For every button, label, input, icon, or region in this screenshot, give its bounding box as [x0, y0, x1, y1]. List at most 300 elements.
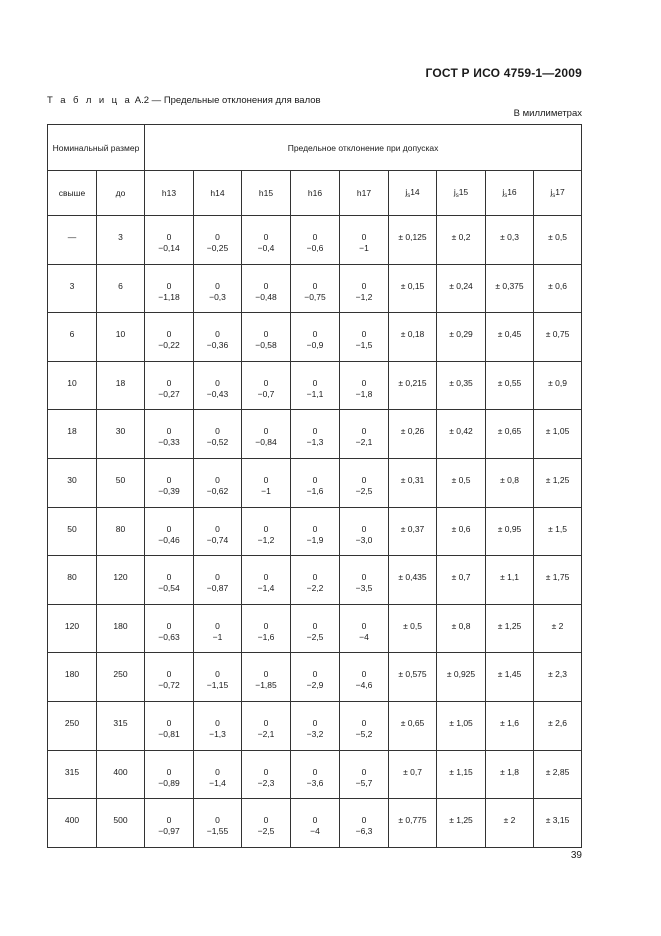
- cell-js-deviation: ± 1,25: [486, 604, 534, 653]
- lower-deviation: −3,2: [306, 728, 324, 739]
- cell-h-deviation: [291, 458, 340, 507]
- lower-deviation: −2,5: [306, 631, 324, 642]
- cell-to: 3: [97, 216, 145, 265]
- lower-deviation: −0,89: [158, 777, 180, 788]
- lower-deviation: −1: [212, 631, 223, 642]
- table-caption-text: А.2 — Предельные отклонения для валов: [132, 95, 321, 106]
- table-row: [48, 604, 582, 653]
- cell-over: 120: [48, 604, 97, 653]
- upper-deviation: 0: [263, 815, 269, 826]
- lower-deviation: −0,54: [158, 583, 180, 594]
- cell-js-deviation: ± 0,9: [534, 361, 582, 410]
- upper-deviation: 0: [215, 620, 220, 631]
- cell-h-deviation: [242, 556, 291, 605]
- upper-deviation: 0: [312, 474, 318, 485]
- lower-deviation: −0,74: [206, 534, 229, 545]
- lower-deviation: −1,9: [306, 534, 324, 545]
- lower-deviation: −2,5: [257, 826, 275, 837]
- upper-deviation: 0: [215, 232, 220, 242]
- cell-to: 315: [97, 701, 145, 750]
- cell-js-deviation: ± 0,8: [486, 458, 534, 507]
- cell-h-deviation: [242, 264, 291, 313]
- cell-h-deviation: [340, 410, 389, 459]
- lower-deviation: −2,1: [257, 728, 275, 739]
- cell-h-deviation: [291, 264, 340, 313]
- lower-deviation: −0,27: [158, 388, 180, 399]
- table-row: [48, 410, 582, 459]
- cell-h-deviation: [291, 556, 340, 605]
- lower-deviation: −0,39: [158, 485, 180, 496]
- upper-deviation: 0: [263, 523, 269, 534]
- cell-js-deviation: ± 1,25: [534, 458, 582, 507]
- cell-h-deviation: [242, 653, 291, 702]
- lower-deviation: −0,87: [206, 583, 229, 594]
- upper-deviation: 0: [312, 717, 318, 728]
- lower-deviation: −2,2: [306, 583, 324, 594]
- cell-h-deviation: [145, 264, 194, 313]
- upper-deviation: 0: [361, 426, 367, 437]
- header-grade-h14: h14: [194, 171, 242, 216]
- lower-deviation: −0,7: [257, 388, 275, 399]
- table-row: [48, 216, 582, 265]
- cell-h-deviation: [145, 799, 194, 848]
- lower-deviation: −1,6: [257, 631, 275, 642]
- table-row: [48, 458, 582, 507]
- cell-h-deviation: [340, 361, 389, 410]
- cell-to: 50: [97, 458, 145, 507]
- cell-h-deviation: [145, 604, 194, 653]
- upper-deviation: 0: [263, 717, 269, 728]
- upper-deviation: 0: [166, 523, 172, 534]
- table-row: [48, 556, 582, 605]
- upper-deviation: 0: [312, 426, 318, 437]
- cell-over: 180: [48, 653, 97, 702]
- grade-subscript: s: [552, 193, 556, 199]
- cell-js-deviation: ± 0,7: [437, 556, 486, 605]
- cell-to: 180: [97, 604, 145, 653]
- cell-js-deviation: ± 2: [486, 799, 534, 848]
- grade-number: 15: [458, 187, 469, 197]
- cell-over: 50: [48, 507, 97, 556]
- cell-h-deviation: [145, 216, 194, 265]
- cell-js-deviation: ± 0,24: [437, 264, 486, 313]
- lower-deviation: −0,97: [158, 826, 180, 837]
- cell-h-deviation: [340, 313, 389, 362]
- lower-deviation: −0,22: [158, 340, 180, 351]
- cell-js-deviation: ± 0,7: [389, 750, 437, 799]
- lower-deviation: −0,14: [158, 243, 180, 253]
- cell-h-deviation: [145, 653, 194, 702]
- upper-deviation: 0: [361, 523, 367, 534]
- table-row: [48, 313, 582, 362]
- header-limit-deviation: Предельное отклонение при допусках: [145, 125, 582, 171]
- lower-deviation: −1,2: [355, 291, 373, 302]
- lower-deviation: −0,72: [158, 680, 180, 691]
- cell-to: 120: [97, 556, 145, 605]
- cell-js-deviation: ± 0,35: [437, 361, 486, 410]
- upper-deviation: 0: [166, 377, 172, 388]
- cell-h-deviation: [194, 216, 242, 265]
- cell-js-deviation: ± 3,15: [534, 799, 582, 848]
- upper-deviation: 0: [215, 766, 220, 777]
- upper-deviation: 0: [166, 426, 172, 437]
- cell-over: 315: [48, 750, 97, 799]
- lower-deviation: −0,3: [209, 291, 226, 302]
- header-grade-js15: [437, 171, 486, 216]
- header-grade-h13: h13: [145, 171, 194, 216]
- cell-js-deviation: ± 0,45: [486, 313, 534, 362]
- upper-deviation: 0: [361, 329, 367, 340]
- upper-deviation: 0: [215, 669, 220, 680]
- upper-deviation: 0: [263, 426, 269, 437]
- upper-deviation: 0: [312, 377, 318, 388]
- upper-deviation: 0: [312, 815, 318, 826]
- cell-over: 3: [48, 264, 97, 313]
- cell-h-deviation: [145, 458, 194, 507]
- cell-h-deviation: [242, 313, 291, 362]
- cell-js-deviation: ± 0,55: [486, 361, 534, 410]
- lower-deviation: −1,6: [306, 485, 324, 496]
- cell-js-deviation: ± 2: [534, 604, 582, 653]
- upper-deviation: 0: [166, 620, 172, 631]
- cell-h-deviation: [242, 799, 291, 848]
- lower-deviation: −1: [359, 243, 369, 253]
- header-grade-h15: h15: [242, 171, 291, 216]
- cell-h-deviation: [291, 410, 340, 459]
- page-number: 39: [570, 850, 582, 861]
- lower-deviation: −1,18: [158, 291, 180, 302]
- upper-deviation: 0: [361, 669, 367, 680]
- cell-over: 250: [48, 701, 97, 750]
- grade-letter: j: [502, 187, 505, 197]
- grade-letter: j: [405, 187, 408, 197]
- table-row: [48, 701, 582, 750]
- cell-h-deviation: [291, 604, 340, 653]
- cell-js-deviation: ± 0,575: [389, 653, 437, 702]
- upper-deviation: 0: [215, 329, 220, 340]
- header-grade-h16: h16: [291, 171, 340, 216]
- cell-js-deviation: ± 0,18: [389, 313, 437, 362]
- cell-js-deviation: ± 0,8: [437, 604, 486, 653]
- cell-js-deviation: ± 1,25: [437, 799, 486, 848]
- cell-h-deviation: [194, 264, 242, 313]
- upper-deviation: 0: [312, 329, 318, 340]
- upper-deviation: 0: [312, 572, 318, 583]
- cell-over: 400: [48, 799, 97, 848]
- cell-js-deviation: ± 0,31: [389, 458, 437, 507]
- lower-deviation: −1,8: [355, 388, 373, 399]
- cell-js-deviation: ± 0,375: [486, 264, 534, 313]
- upper-deviation: 0: [263, 474, 269, 485]
- cell-h-deviation: [194, 653, 242, 702]
- cell-js-deviation: ± 0,42: [437, 410, 486, 459]
- grade-number: 16: [507, 187, 517, 197]
- cell-h-deviation: [242, 216, 291, 265]
- cell-h-deviation: [242, 604, 291, 653]
- upper-deviation: 0: [312, 232, 318, 242]
- cell-over: —: [48, 216, 97, 265]
- upper-deviation: 0: [312, 669, 318, 680]
- cell-over: 30: [48, 458, 97, 507]
- cell-js-deviation: ± 0,15: [389, 264, 437, 313]
- upper-deviation: 0: [361, 572, 367, 583]
- cell-h-deviation: [291, 750, 340, 799]
- lower-deviation: −1,4: [257, 583, 275, 594]
- cell-h-deviation: [340, 458, 389, 507]
- upper-deviation: 0: [215, 474, 220, 485]
- lower-deviation: −0,84: [255, 437, 277, 448]
- upper-deviation: 0: [215, 280, 220, 291]
- cell-js-deviation: ± 0,95: [486, 507, 534, 556]
- lower-deviation: −1,3: [306, 437, 324, 448]
- upper-deviation: 0: [166, 669, 172, 680]
- cell-h-deviation: [340, 507, 389, 556]
- upper-deviation: 0: [166, 232, 172, 242]
- cell-h-deviation: [340, 750, 389, 799]
- cell-js-deviation: ± 0,5: [534, 216, 582, 265]
- cell-h-deviation: [145, 361, 194, 410]
- upper-deviation: 0: [312, 523, 318, 534]
- upper-deviation: 0: [312, 620, 318, 631]
- cell-h-deviation: [194, 799, 242, 848]
- cell-js-deviation: ± 0,125: [389, 216, 437, 265]
- lower-deviation: −4,6: [355, 680, 373, 691]
- lower-deviation: −1,1: [306, 388, 324, 399]
- cell-h-deviation: [291, 313, 340, 362]
- table-row: [48, 361, 582, 410]
- lower-deviation: −1,4: [209, 777, 226, 788]
- cell-js-deviation: ± 0,925: [437, 653, 486, 702]
- lower-deviation: −6,3: [355, 826, 373, 837]
- grade-number: 17: [555, 187, 565, 197]
- cell-h-deviation: [145, 410, 194, 459]
- cell-to: 80: [97, 507, 145, 556]
- lower-deviation: −1,2: [257, 534, 275, 545]
- cell-js-deviation: ± 0,65: [486, 410, 534, 459]
- upper-deviation: 0: [166, 280, 172, 291]
- cell-h-deviation: [242, 458, 291, 507]
- upper-deviation: 0: [361, 280, 367, 291]
- cell-to: 10: [97, 313, 145, 362]
- grade-subscript: s: [504, 193, 508, 199]
- lower-deviation: −0,48: [255, 291, 277, 302]
- cell-js-deviation: ± 0,29: [437, 313, 486, 362]
- lower-deviation: −1,85: [255, 680, 277, 691]
- grade-letter: j: [550, 187, 553, 197]
- cell-to: 400: [97, 750, 145, 799]
- cell-js-deviation: ± 0,2: [437, 216, 486, 265]
- upper-deviation: 0: [263, 377, 269, 388]
- grade-letter: j: [453, 187, 456, 197]
- lower-deviation: −2,1: [355, 437, 373, 448]
- cell-js-deviation: ± 0,5: [437, 458, 486, 507]
- upper-deviation: 0: [312, 280, 318, 291]
- lower-deviation: −0,36: [206, 340, 229, 351]
- cell-to: 30: [97, 410, 145, 459]
- upper-deviation: 0: [361, 717, 367, 728]
- upper-deviation: 0: [263, 669, 269, 680]
- cell-h-deviation: [291, 216, 340, 265]
- cell-h-deviation: [242, 701, 291, 750]
- cell-js-deviation: ± 1,6: [486, 701, 534, 750]
- cell-js-deviation: ± 0,6: [534, 264, 582, 313]
- table-caption: [47, 95, 321, 106]
- header-grade-js16: [486, 171, 534, 216]
- cell-h-deviation: [145, 313, 194, 362]
- cell-js-deviation: ± 2,6: [534, 701, 582, 750]
- cell-js-deviation: ± 0,65: [389, 701, 437, 750]
- upper-deviation: 0: [263, 620, 269, 631]
- upper-deviation: 0: [361, 474, 367, 485]
- lower-deviation: −1,5: [355, 340, 373, 351]
- cell-js-deviation: ± 1,1: [486, 556, 534, 605]
- cell-over: 18: [48, 410, 97, 459]
- cell-js-deviation: ± 2,3: [534, 653, 582, 702]
- cell-over: 10: [48, 361, 97, 410]
- upper-deviation: 0: [166, 474, 172, 485]
- upper-deviation: 0: [215, 523, 220, 534]
- table-row: [48, 799, 582, 848]
- cell-over: 80: [48, 556, 97, 605]
- header-to: до: [97, 171, 145, 216]
- upper-deviation: 0: [361, 620, 367, 631]
- upper-deviation: 0: [166, 766, 172, 777]
- grade-subscript: s: [455, 193, 459, 199]
- cell-h-deviation: [340, 799, 389, 848]
- cell-h-deviation: [194, 458, 242, 507]
- cell-js-deviation: ± 1,5: [534, 507, 582, 556]
- cell-h-deviation: [291, 701, 340, 750]
- upper-deviation: 0: [215, 426, 220, 437]
- lower-deviation: −0,33: [158, 437, 180, 448]
- table-row: [48, 750, 582, 799]
- cell-h-deviation: [145, 556, 194, 605]
- cell-h-deviation: [340, 701, 389, 750]
- upper-deviation: 0: [215, 377, 220, 388]
- cell-h-deviation: [145, 750, 194, 799]
- cell-to: 500: [97, 799, 145, 848]
- cell-to: 6: [97, 264, 145, 313]
- upper-deviation: 0: [361, 815, 367, 826]
- cell-to: 250: [97, 653, 145, 702]
- header-grade-js17: [534, 171, 582, 216]
- cell-h-deviation: [194, 507, 242, 556]
- cell-over: 6: [48, 313, 97, 362]
- lower-deviation: −3,5: [355, 583, 373, 594]
- cell-h-deviation: [194, 313, 242, 362]
- lower-deviation: −0,63: [158, 631, 180, 642]
- upper-deviation: 0: [263, 572, 269, 583]
- cell-h-deviation: [194, 750, 242, 799]
- cell-js-deviation: ± 2,85: [534, 750, 582, 799]
- lower-deviation: −0,58: [255, 340, 277, 351]
- cell-h-deviation: [145, 507, 194, 556]
- cell-h-deviation: [242, 750, 291, 799]
- cell-h-deviation: [242, 507, 291, 556]
- cell-js-deviation: ± 0,435: [389, 556, 437, 605]
- cell-h-deviation: [340, 264, 389, 313]
- grade-number: 14: [410, 187, 420, 197]
- upper-deviation: 0: [166, 717, 172, 728]
- lower-deviation: −0,75: [304, 291, 326, 302]
- document-code: ГОСТ Р ИСО 4759-1—2009: [425, 66, 582, 80]
- upper-deviation: 0: [215, 717, 220, 728]
- upper-deviation: 0: [263, 232, 269, 242]
- upper-deviation: 0: [312, 766, 318, 777]
- cell-js-deviation: ± 1,05: [437, 701, 486, 750]
- lower-deviation: −0,9: [306, 340, 324, 351]
- lower-deviation: −2,9: [306, 680, 324, 691]
- header-grade-js14: [389, 171, 437, 216]
- cell-js-deviation: ± 0,775: [389, 799, 437, 848]
- lower-deviation: −4: [359, 631, 369, 642]
- cell-js-deviation: ± 1,75: [534, 556, 582, 605]
- cell-h-deviation: [291, 799, 340, 848]
- table-row: [48, 264, 582, 313]
- lower-deviation: −2,5: [355, 485, 373, 496]
- lower-deviation: −3,6: [306, 777, 324, 788]
- grade-subscript: s: [407, 193, 411, 199]
- cell-h-deviation: [194, 361, 242, 410]
- cell-h-deviation: [242, 410, 291, 459]
- lower-deviation: −3,0: [355, 534, 373, 545]
- upper-deviation: 0: [361, 377, 367, 388]
- upper-deviation: 0: [361, 766, 367, 777]
- table-caption-prefix: Т а б л и ц а: [47, 95, 133, 106]
- cell-js-deviation: ± 0,3: [486, 216, 534, 265]
- cell-h-deviation: [194, 701, 242, 750]
- lower-deviation: −0,4: [257, 243, 275, 253]
- lower-deviation: −4: [310, 826, 320, 837]
- cell-js-deviation: ± 0,75: [534, 313, 582, 362]
- cell-h-deviation: [145, 701, 194, 750]
- cell-js-deviation: ± 0,5: [389, 604, 437, 653]
- cell-h-deviation: [340, 653, 389, 702]
- upper-deviation: 0: [166, 329, 172, 340]
- cell-h-deviation: [340, 216, 389, 265]
- shaft-deviation-table: [47, 124, 582, 848]
- lower-deviation: −5,7: [355, 777, 373, 788]
- table-row: [48, 653, 582, 702]
- upper-deviation: 0: [215, 815, 220, 826]
- lower-deviation: −1,15: [206, 680, 229, 691]
- cell-h-deviation: [194, 604, 242, 653]
- upper-deviation: 0: [166, 815, 172, 826]
- lower-deviation: −0,25: [206, 243, 229, 253]
- cell-js-deviation: ± 0,26: [389, 410, 437, 459]
- upper-deviation: 0: [361, 232, 367, 242]
- upper-deviation: 0: [263, 329, 269, 340]
- cell-h-deviation: [194, 410, 242, 459]
- cell-h-deviation: [291, 361, 340, 410]
- cell-js-deviation: ± 0,215: [389, 361, 437, 410]
- lower-deviation: −5,2: [355, 728, 373, 739]
- lower-deviation: −0,43: [206, 388, 229, 399]
- cell-js-deviation: ± 1,15: [437, 750, 486, 799]
- cell-h-deviation: [194, 556, 242, 605]
- cell-js-deviation: ± 1,05: [534, 410, 582, 459]
- lower-deviation: −0,62: [206, 485, 229, 496]
- lower-deviation: −2,3: [257, 777, 275, 788]
- cell-js-deviation: ± 0,6: [437, 507, 486, 556]
- lower-deviation: −1,55: [206, 826, 229, 837]
- cell-js-deviation: ± 1,8: [486, 750, 534, 799]
- cell-to: 18: [97, 361, 145, 410]
- upper-deviation: 0: [263, 280, 269, 291]
- header-over: свыше: [48, 171, 97, 216]
- cell-h-deviation: [291, 653, 340, 702]
- upper-deviation: 0: [166, 572, 172, 583]
